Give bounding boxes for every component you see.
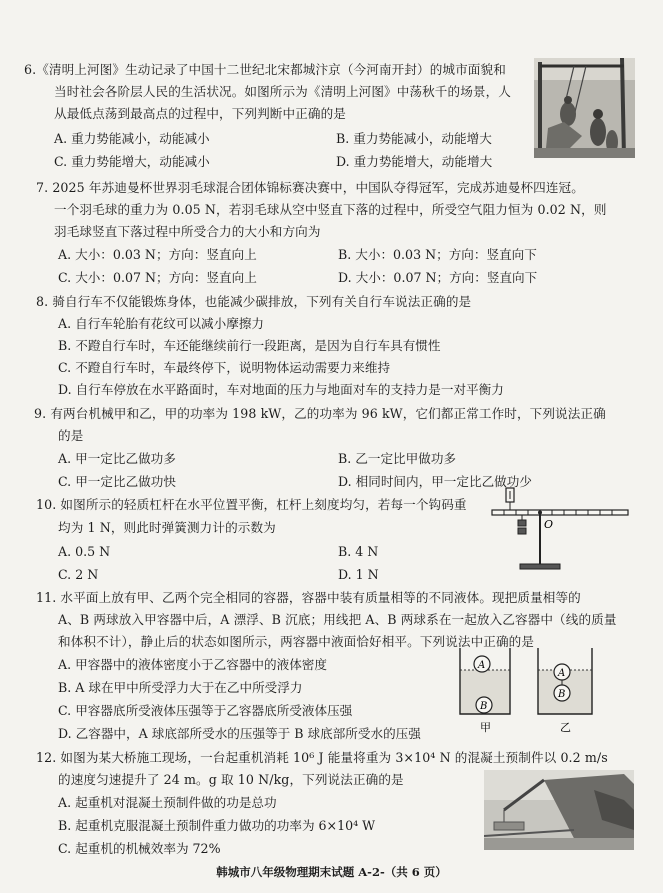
containers-diagram — [458, 636, 626, 740]
container-yi — [538, 648, 592, 714]
q8-option-d: D. 自行车停放在水平路面时，车对地面的压力与地面对车的支持力是一对平衡力 — [58, 382, 504, 397]
q10-option-d: D. 1 N — [338, 567, 379, 582]
q9-option-d: D. 相同时间内，甲一定比乙做功少 — [338, 474, 532, 489]
q10-stem-line-2: 均为 1 N，则此时弹簧测力计的示数为 — [58, 520, 276, 535]
swing-painting-image — [534, 58, 635, 158]
q6-option-a: A. 重力势能减小，动能减小 — [54, 131, 210, 146]
q10-option-b: B. 4 N — [338, 544, 379, 559]
lever-bar — [492, 510, 628, 515]
q12-stem-line-1: 12. 如图为某大桥施工现场，一台起重机消耗 10⁶ J 能量将重为 3×10⁴ N 的混凝土预制件以 0.2 m/s — [36, 750, 608, 765]
q7-option-d: D. 大小：0.07 N；方向：竖直向下 — [338, 270, 538, 285]
q10-option-c: C. 2 N — [58, 567, 99, 582]
q11-stem-line-2: A、B 两球放入甲容器中后，A 漂浮、B 沉底；用线把 A、B 两球系在一起放入乙容器中（线的质量 — [58, 612, 617, 627]
q6-stem-line-2: 当时社会各阶层人民的生活状况。如图所示为《清明上河图》中荡秋千的场景，人 — [54, 84, 511, 99]
q12-option-b: B. 起重机克服混凝土预制件重力做功的功率为 6×10⁴ W — [58, 818, 376, 833]
q7-option-b: B. 大小：0.03 N；方向：竖直向下 — [338, 247, 537, 262]
q9-stem-line-1: 9. 有两台机械甲和乙，甲的功率为 198 kW，乙的功率为 96 kW，它们都正常工作时，下列说法正确 — [34, 406, 606, 421]
page-footer: 韩城市八年级物理期末试题 A-2-（共 6 页） — [216, 865, 447, 879]
q12-stem-line-2: 的速度匀速提升了 24 m。g 取 10 N/kg，下列说法正确的是 — [58, 772, 404, 787]
fulcrum-stand — [520, 511, 560, 570]
ball-a-label-yi: A — [558, 668, 566, 679]
q7-stem-line-3: 羽毛球竖直下落过程中所受合力的大小和方向为 — [54, 224, 321, 239]
q12-option-c: C. 起重机的机械效率为 72% — [58, 841, 221, 856]
q6-stem-line-3: 从最低点荡到最高点的过程中，下列判断中正确的是 — [54, 106, 346, 121]
q8-option-c: C. 不蹬自行车时，车最终停下，说明物体运动需要力来维持 — [58, 360, 391, 375]
q6-option-d: D. 重力势能增大，动能增大 — [336, 154, 493, 169]
q8-option-a: A. 自行车轮胎有花纹可以减小摩擦力 — [58, 316, 265, 331]
q7-option-c: C. 大小：0.07 N；方向：竖直向上 — [58, 270, 257, 285]
q11-option-c: C. 甲容器底所受液体压强等于乙容器底所受液体压强 — [58, 703, 353, 718]
ball-b-label-yi: B — [558, 689, 566, 700]
spring-scale — [506, 488, 514, 510]
q11-option-a: A. 甲容器中的液体密度小于乙容器中的液体密度 — [58, 657, 327, 672]
q11-stem-line-1: 11. 水平面上放有甲、乙两个完全相同的容器，容器中装有质量相等的不同液体。现把质量相等的 — [36, 590, 581, 605]
q7-option-a: A. 大小：0.03 N；方向：竖直向上 — [58, 247, 257, 262]
container-jia — [460, 648, 510, 714]
q7-stem-line-2: 一个羽毛球的重力为 0.05 N，若羽毛球从空中竖直下落的过程中，所受空气阻力恒为 0.02 N，则 — [54, 202, 607, 217]
q10-option-a: A. 0.5 N — [58, 544, 111, 559]
ball-b-label-jia: B — [480, 701, 488, 712]
lever-diagram — [488, 484, 638, 576]
container-yi-label: 乙 — [560, 721, 571, 734]
hook-weights — [518, 515, 526, 534]
q9-option-c: C. 甲一定比乙做功快 — [58, 474, 176, 489]
q7-stem-line-1: 7. 2025 年苏迪曼杯世界羽毛球混合团体锦标赛决赛中，中国队夺得冠军，完成苏迪曼杯四连冠。 — [36, 180, 584, 195]
q8-option-b: B. 不蹬自行车时，车还能继续前行一段距离，是因为自行车具有惯性 — [58, 338, 441, 353]
q9-stem-line-2: 的是 — [58, 428, 84, 443]
q11-option-d: D. 乙容器中，A 球底部所受水的压强等于 B 球底部所受水的压强 — [58, 726, 421, 741]
q10-stem-line-1: 10. 如图所示的轻质杠杆在水平位置平衡，杠杆上刻度均匀，若每一个钩码重 — [36, 497, 467, 512]
q12-option-a: A. 起重机对混凝土预制件做的功是总功 — [58, 795, 277, 810]
crane-photo — [484, 770, 634, 850]
q6-option-c: C. 重力势能增大，动能减小 — [54, 154, 210, 169]
container-jia-label: 甲 — [480, 721, 491, 734]
q11-stem-line-3: 和体积不计），静止后的状态如图所示，两容器中液面恰好相平。下列说法中正确的是 — [58, 634, 535, 649]
q6-stem-line-1: 6.《清明上河图》生动记录了中国十二世纪北宋都城汴京（今河南开封）的城市面貌和 — [24, 62, 506, 77]
q11-option-b: B. A 球在甲中所受浮力大于在乙中所受浮力 — [58, 680, 303, 695]
q9-option-a: A. 甲一定比乙做功多 — [58, 451, 176, 466]
fulcrum-label: O — [544, 518, 554, 531]
q8-stem-line-1: 8. 骑自行车不仅能锻炼身体，也能减少碳排放，下列有关自行车说法正确的是 — [36, 294, 472, 309]
ball-a-label-jia: A — [478, 660, 486, 671]
q6-option-b: B. 重力势能减小，动能增大 — [336, 131, 492, 146]
q9-option-b: B. 乙一定比甲做功多 — [338, 451, 457, 466]
